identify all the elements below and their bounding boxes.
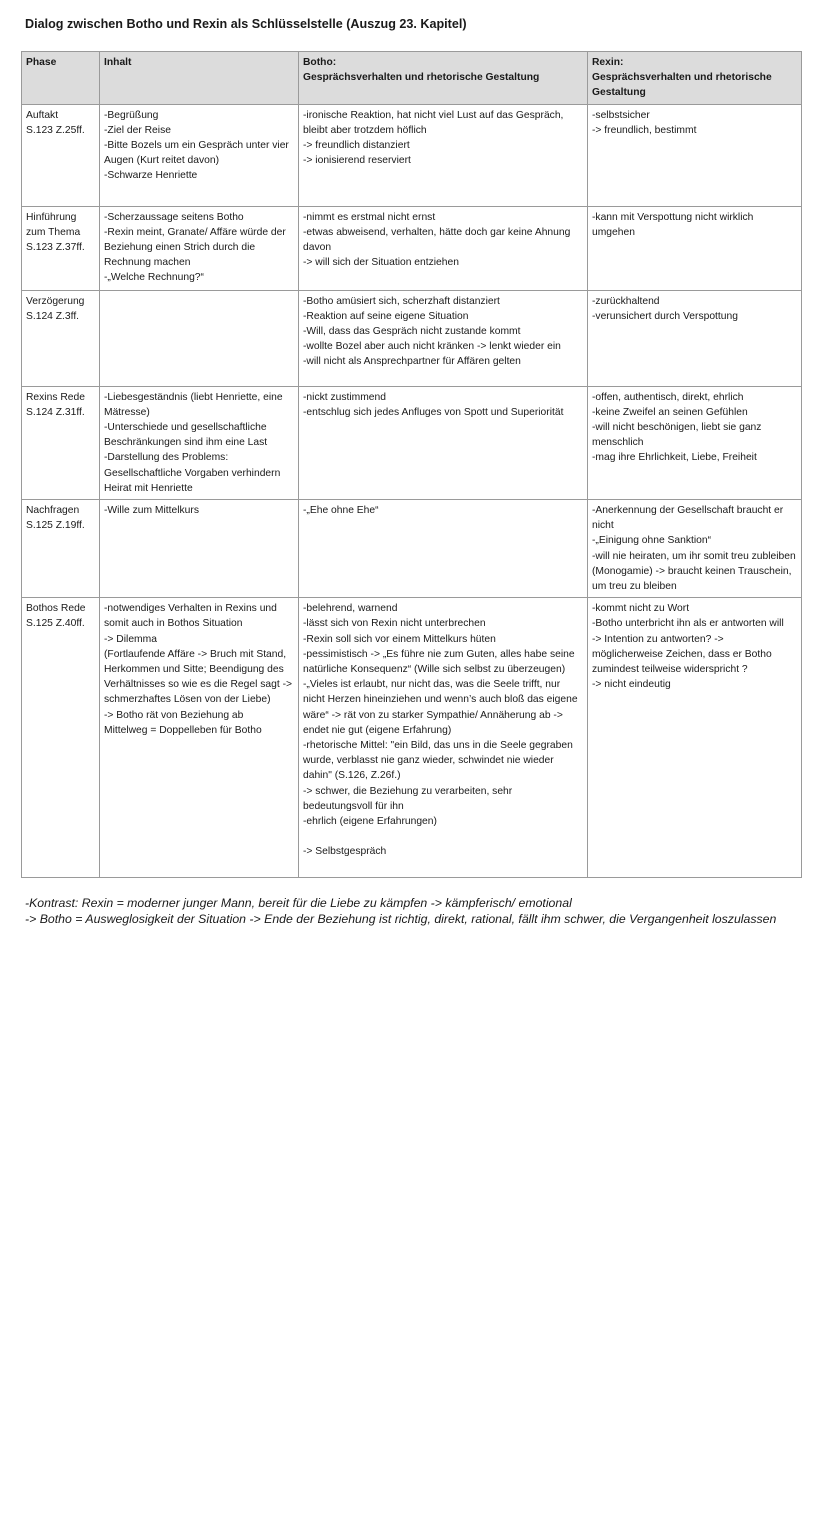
table-header-row	[22, 52, 802, 105]
cell-line: -> Dilemma	[104, 633, 157, 645]
summary-line: -> Botho = Ausweglosigkeit der Situation -> Ende der Beziehung ist richtig, direkt, rational, fällt ihm schwer, die Vergangenheit loszulassen	[25, 912, 777, 926]
cell-line: S.124 Z.31ff.	[26, 406, 85, 418]
header-rexin: Rexin: Gesprächsverhalten und rhetorische Gestaltung	[588, 52, 802, 105]
summary-line: -Kontrast: Rexin = moderner junger Mann, bereit für die Liebe zu kämpfen -> kämpferisch/ emotional	[25, 896, 572, 910]
cell-line: -„Ehe ohne Ehe“	[303, 505, 379, 517]
cell-rexin	[588, 386, 802, 499]
cell-line: -ehrlich (eigene Erfahrungen)	[303, 816, 437, 828]
cell-line: -nickt zustimmend	[303, 391, 386, 403]
cell-line: -wollte Bozel aber auch nicht kränken -> lenkt wieder ein	[303, 341, 561, 353]
cell-line: -keine Zweifel an seinen Gefühlen	[592, 406, 748, 418]
cell-line: S.123 Z.37ff.	[26, 242, 85, 254]
cell-line: -> will sich der Situation entziehen	[303, 257, 459, 269]
table-row	[22, 500, 802, 598]
cell-line: -> Botho rät von Beziehung ab	[104, 709, 244, 721]
cell-line: -„Welche Rechnung?“	[104, 272, 204, 284]
cell-line: -> schwer, die Beziehung zu verarbeiten, sehr bedeutungsvoll für ihn	[303, 785, 513, 812]
cell-line: -Schwarze Henriette	[104, 170, 198, 182]
cell-inhalt	[100, 386, 299, 499]
cell-line: S.123 Z.25ff.	[26, 124, 85, 136]
cell-line: -etwas abweisend, verhalten, hätte doch gar keine Ahnung davon	[303, 226, 571, 254]
cell-line: -„Vieles ist erlaubt, nur nicht das, was die Seele trifft, nur nicht Herzen hineinziehen und wenn’s auch bloß das eigene wäre“ -> rät von zu starker Sympathie/ Annäherung ab -> endet nie gut (eigene Erfahrung)	[303, 679, 578, 736]
cell-line: -verunsichert durch Verspottung	[592, 310, 738, 322]
cell-line: -entschlug sich jedes Anfluges von Spott und Superiorität	[303, 406, 564, 418]
cell-line: -kommt nicht zu Wort	[592, 603, 690, 615]
cell-line: -> ionisierend reserviert	[303, 155, 411, 167]
cell-rexin	[588, 290, 802, 386]
cell-botho	[299, 290, 588, 386]
cell-rexin	[588, 206, 802, 290]
table-row	[22, 104, 802, 206]
cell-line: -mag ihre Ehrlichkeit, Liebe, Freiheit	[592, 452, 757, 464]
cell-line: Mittelweg = Doppelleben für Botho	[104, 724, 262, 736]
cell-line: -zurückhaltend	[592, 295, 660, 307]
cell-line: -> freundlich, bestimmt	[592, 124, 697, 136]
cell-line: Nachfragen	[26, 505, 80, 517]
cell-rexin	[588, 598, 802, 878]
cell-phase	[22, 104, 100, 206]
cell-botho	[299, 386, 588, 499]
cell-line: -Botho amüsiert sich, scherzhaft distanziert	[303, 295, 500, 307]
cell-line: Rexins Rede	[26, 391, 85, 403]
cell-rexin	[588, 104, 802, 206]
table-row	[22, 206, 802, 290]
cell-botho	[299, 500, 588, 598]
cell-line: -belehrend, warnend	[303, 603, 398, 615]
cell-line: -> freundlich distanziert	[303, 140, 410, 152]
cell-botho	[299, 206, 588, 290]
cell-line: -Darstellung des Problems: Gesellschaftliche Vorgaben verhindern Heirat mit Henriette	[104, 452, 281, 494]
cell-line: Bothos Rede	[26, 603, 86, 615]
cell-line	[303, 829, 583, 844]
cell-line: -lässt sich von Rexin nicht unterbrechen	[303, 618, 486, 630]
cell-line: -ironische Reaktion, hat nicht viel Lust auf das Gespräch, bleibt aber trotzdem höflich	[303, 109, 564, 136]
cell-line: -> Selbstgespräch	[303, 846, 387, 858]
cell-line: -Bitte Bozels um ein Gespräch unter vier Augen (Kurt reitet davon)	[104, 140, 289, 167]
cell-line: -kann mit Verspottung nicht wirklich umgehen	[592, 211, 754, 238]
cell-line: -will nie heiraten, um ihr somit treu zubleiben (Monogamie) -> braucht keinen Trauschein, um treu zu bleiben	[592, 550, 796, 593]
cell-line: -Begrüßung	[104, 109, 159, 121]
cell-line: -Wille zum Mittelkurs	[104, 505, 199, 517]
cell-line: S.124 Z.3ff.	[26, 310, 80, 322]
cell-phase	[22, 500, 100, 598]
table-row	[22, 386, 802, 499]
cell-line: -„Einigung ohne Sanktion“	[592, 535, 712, 547]
cell-line: -Unterschiede und gesellschaftliche Beschränkungen sind ihm eine Last	[104, 422, 268, 449]
cell-line: S.125 Z.40ff.	[26, 618, 85, 630]
cell-line: -rhetorische Mittel: "ein Bild, das uns in die Seele gegraben wurde, verblasst nie ganz wieder, schwindet nie wieder dahin" (S.126, Z.26f.)	[303, 740, 573, 782]
summary-notes	[25, 895, 805, 927]
header-phase: Phase	[22, 52, 100, 105]
cell-line: (Fortlaufende Affäre -> Bruch mit Stand, Herkommen und Sitte; Beendigung des Verhältnisses so wie es die Regel sagt -> schmerzhaftes Lösen von der Liebe)	[104, 648, 293, 706]
cell-line: -pessimistisch -> „Es führe nie zum Guten, alles habe seine natürliche Konsequenz“ (Wille sich selbst zu überzeugen)	[303, 648, 575, 676]
cell-line: -Botho unterbricht ihn als er antworten will	[592, 618, 784, 630]
cell-line: -Liebesgeständnis (liebt Henriette, eine Mätresse)	[104, 391, 283, 418]
table-row	[22, 598, 802, 878]
cell-line: Auftakt	[26, 109, 59, 121]
cell-line: -nimmt es erstmal nicht ernst	[303, 211, 436, 223]
cell-line: -selbstsicher	[592, 109, 650, 121]
cell-line: -Will, dass das Gespräch nicht zustande kommt	[303, 326, 521, 338]
cell-line: -Ziel der Reise	[104, 124, 171, 136]
cell-rexin	[588, 500, 802, 598]
cell-line: -Rexin soll sich vor einem Mittelkurs hüten	[303, 633, 496, 645]
analysis-table	[21, 51, 802, 878]
cell-line: Hinführung zum Thema	[26, 211, 81, 238]
table-row	[22, 290, 802, 386]
cell-line: -will nicht beschönigen, liebt sie ganz menschlich	[592, 422, 762, 449]
cell-line: -> nicht eindeutig	[592, 679, 671, 691]
cell-line: -offen, authentisch, direkt, ehrlich	[592, 391, 744, 403]
cell-botho	[299, 104, 588, 206]
cell-line: S.125 Z.19ff.	[26, 520, 85, 532]
cell-line: -Reaktion auf seine eigene Situation	[303, 310, 469, 322]
cell-phase	[22, 290, 100, 386]
cell-inhalt	[100, 598, 299, 878]
cell-line: -Anerkennung der Gesellschaft braucht er nicht	[592, 505, 784, 532]
cell-inhalt	[100, 104, 299, 206]
cell-line: -> Intention zu antworten? -> möglicherweise Zeichen, dass er Botho zumindest teilweise widerspricht ?	[592, 633, 772, 676]
cell-line: -notwendiges Verhalten in Rexins und somit auch in Bothos Situation	[104, 603, 277, 630]
cell-inhalt	[100, 206, 299, 290]
cell-phase	[22, 386, 100, 499]
header-inhalt: Inhalt	[100, 52, 299, 105]
cell-line: -Rexin meint, Granate/ Affäre würde der Beziehung einen Strich durch die Rechnung machen	[104, 226, 286, 269]
cell-inhalt	[100, 500, 299, 598]
cell-line: Verzögerung	[26, 295, 85, 307]
cell-botho	[299, 598, 588, 878]
cell-phase	[22, 598, 100, 878]
cell-line: -Scherzaussage seitens Botho	[104, 211, 244, 223]
header-botho: Botho: Gesprächsverhalten und rhetorische Gestaltung	[299, 52, 588, 105]
table-body	[22, 104, 802, 878]
cell-line: -will nicht als Ansprechpartner für Affären gelten	[303, 356, 521, 368]
document-title: Dialog zwischen Botho und Rexin als Schlüsselstelle (Auszug 23. Kapitel)	[25, 17, 467, 31]
cell-phase	[22, 206, 100, 290]
cell-inhalt	[100, 290, 299, 386]
